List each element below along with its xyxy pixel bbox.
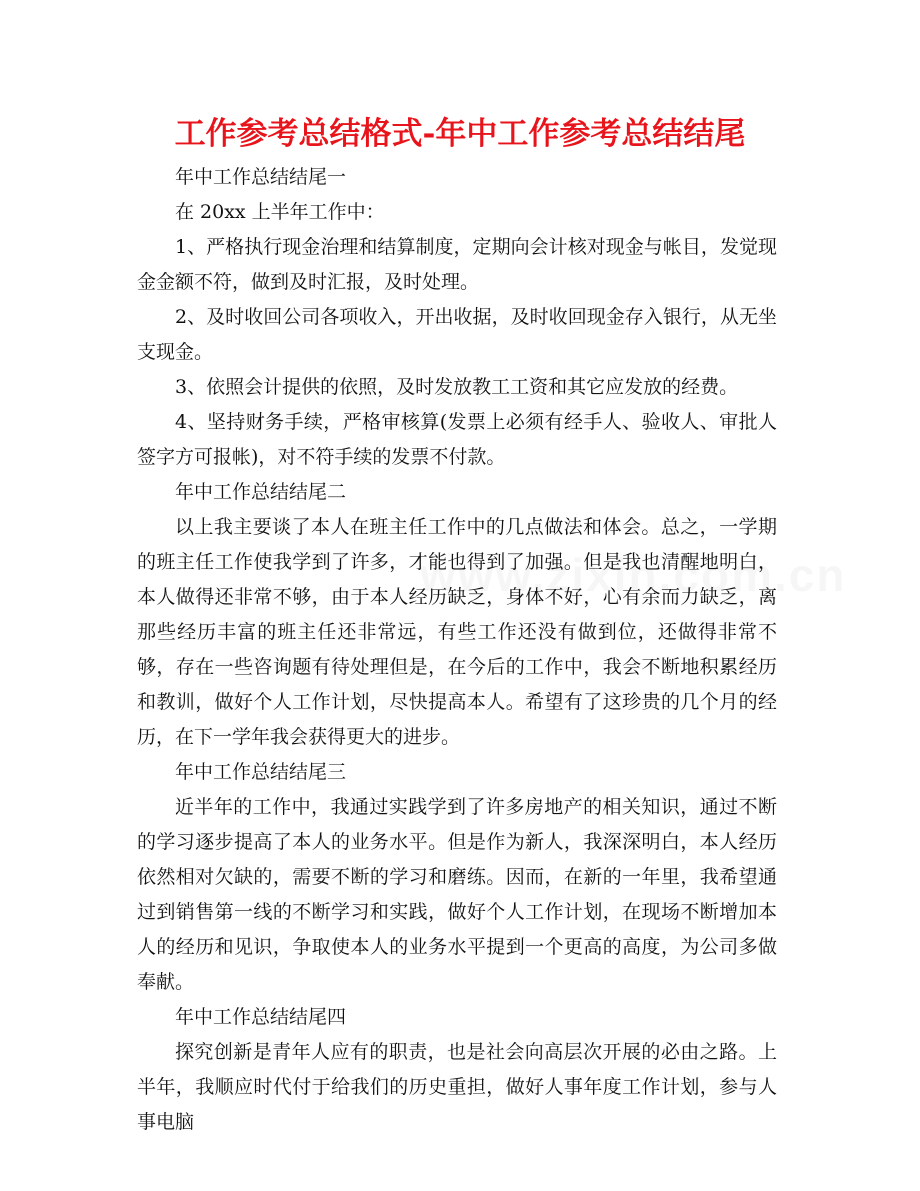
paragraph-intro: 在 20xx 上半年工作中：: [175, 201, 385, 223]
section-heading-2: 年中工作总结结尾二: [175, 481, 347, 503]
paragraph-section-3: 近半年的工作中，我通过实践学到了许多房地产的相关知识，通过不断的学习逐步提高了本人的业务水平。但是作为新人，我深深明白，本人经历依然相对欠缺的，需要不断的学习和磨练。因而，在新的一年里，我希望通过到销售第一线的不断学习和实践，做好个人工作计划，在现场不断增加本人的经历和见识，争取使本人的业务水平提到一个更高的高度，为公司多做奉献。: [137, 796, 777, 993]
paragraph-section-4: 探究创新是青年人应有的职责，也是社会向高层次开展的必由之路。上半年，我顺应时代付于给我们的历史重担，做好人事年度工作计划，参与人事电脑: [137, 1041, 777, 1133]
list-item-3: 3、依照会计提供的依照，及时发放教工工资和其它应发放的经费。: [175, 376, 739, 398]
paragraph-section-2: 以上我主要谈了本人在班主任工作中的几点做法和体会。总之，一学期的班主任工作使我学到了许多，才能也得到了加强。但是我也清醒地明白，本人做得还非常不够，由于本人经历缺乏，身体不好，心有余而力缺乏，离那些经历丰富的班主任还非常远，有些工作还没有做到位，还做得非常不够，存在一些咨询题有待处理但是，在今后的工作中，我会不断地积累经历和教训，做好个人工作计划，尽快提高本人。希望有了这珍贵的几个月的经历，在下一学年我会获得更大的进步。: [137, 516, 777, 748]
section-heading-4: 年中工作总结结尾四: [175, 1006, 347, 1028]
document-body: [137, 160, 777, 1140]
list-item-1: 1、严格执行现金治理和结算制度，定期向会计核对现金与帐目，发觉现金金额不符，做到及时汇报，及时处理。: [137, 236, 777, 293]
document-title: 工作参考总结格式-年中工作参考总结结尾: [174, 116, 746, 152]
section-heading-1: 年中工作总结结尾一: [175, 166, 347, 188]
list-item-2: 2、及时收回公司各项收入，开出收据，及时收回现金存入银行，从无坐支现金。: [137, 306, 777, 363]
list-item-4: 4、坚持财务手续，严格审核算(发票上必须有经手人、验收人、审批人签字方可报帐)，对不符手续的发票不付款。: [137, 411, 777, 468]
section-heading-3: 年中工作总结结尾三: [175, 761, 347, 783]
